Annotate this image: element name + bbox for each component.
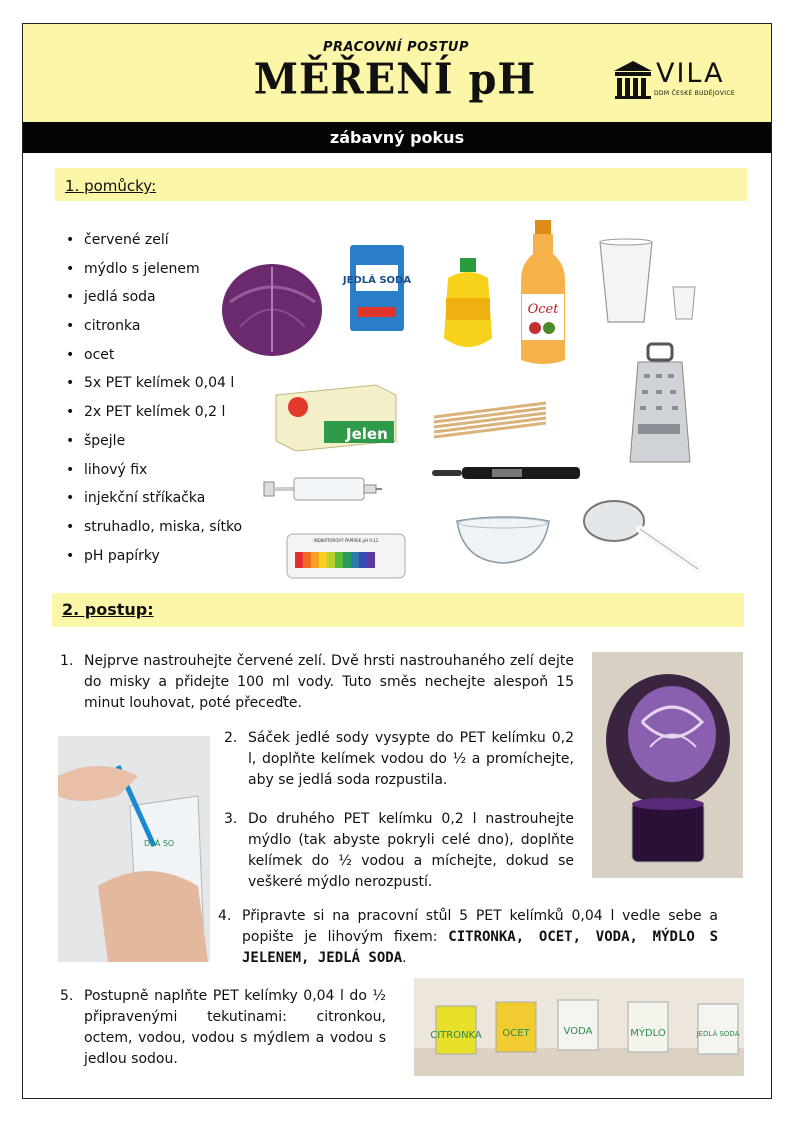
list-item: • ocet xyxy=(64,346,242,375)
list-item: • injekční stříkačka xyxy=(64,489,242,518)
step-number: 1. xyxy=(60,653,74,669)
step-number: 5. xyxy=(60,988,74,1004)
small-cup-image xyxy=(672,285,696,321)
step-number: 4. xyxy=(218,908,232,924)
soda-packet-image xyxy=(342,245,412,331)
step-text: Postupně naplňte PET kelímky 0,04 l do ½ připravenými tekutinami: citronkou, octem, vodou, vodou s mýdlem a vodou s jedlou sodou. xyxy=(84,988,386,1067)
marker-image xyxy=(432,464,584,482)
logo-tagline: DDM ČESKÉ BUDĚJOVICE xyxy=(654,90,735,97)
list-item: • mýdlo s jelenem xyxy=(64,260,242,289)
soap-label: Jelen xyxy=(346,425,388,443)
lemon-juice-image xyxy=(440,258,496,356)
svg-text:DLÁ SO: DLÁ SO xyxy=(144,839,175,848)
step-number: 3. xyxy=(224,811,238,827)
step-5 xyxy=(60,986,386,1070)
cabbage-photo xyxy=(592,652,743,878)
document-subtitle: PRACOVNÍ POSTUP xyxy=(322,40,470,55)
list-item: • pH papírky xyxy=(64,547,242,576)
grater-image xyxy=(628,344,692,464)
step-text: . xyxy=(402,950,407,966)
step-1 xyxy=(60,651,574,714)
cup-label: MÝDLO xyxy=(630,1028,666,1039)
step-text-bold: CITRONKA, OCET, VODA, MÝDLO S JELENEM, JEDLÁ SODA xyxy=(242,929,718,966)
cup-label: JEDLÁ SODA xyxy=(696,1030,740,1038)
skewers-image xyxy=(432,397,548,441)
list-item: • struhadlo, miska, sítko xyxy=(64,518,242,547)
vinegar-label: Ocet xyxy=(527,302,559,317)
glass-bowl-image xyxy=(455,515,551,565)
section-procedure-title: 2. postup: xyxy=(62,600,154,619)
cup-label: OCET xyxy=(502,1028,530,1039)
soda-label: JEDLÁ SODA xyxy=(342,275,412,286)
step-number: 2. xyxy=(224,730,238,746)
section-tools-title: 1. pomůcky: xyxy=(65,177,157,195)
section-procedure-heading xyxy=(52,593,744,627)
list-item: • 2x PET kelímek 0,2 l xyxy=(64,403,242,432)
sieve-image xyxy=(580,497,702,575)
step-4 xyxy=(218,906,718,969)
list-item: • špejle xyxy=(64,432,242,461)
vinegar-bottle-image xyxy=(519,220,567,368)
list-item: • citronka xyxy=(64,317,242,346)
document-title: MĚŘENÍ pH xyxy=(253,54,537,105)
banner: zábavný pokus xyxy=(23,122,771,153)
list-item: • červené zelí xyxy=(64,231,242,260)
step-text: Do druhého PET kelímku 0,2 l nastrouhejte mýdlo (tak abyste pokryli celé dno), doplňte kelímek do ½ vodou a míchejte, dokud se veškeré mýdlo nerozpustí. xyxy=(248,811,574,890)
logo-text: VILA xyxy=(656,58,725,89)
labeled-cups-photo xyxy=(414,978,744,1076)
list-item: • lihový fix xyxy=(64,461,242,490)
ph-paper-label: INDIKÁTOROVÝ PAPÍREK pH 0-12 xyxy=(313,538,379,543)
list-item: • jedlá soda xyxy=(64,288,242,317)
large-cup-image xyxy=(598,238,654,326)
section-tools-heading xyxy=(55,168,747,201)
step-3 xyxy=(224,809,574,893)
step-text: Připravte si na pracovní stůl 5 PET kelímků 0,04 l vedle sebe a popište je lihovým fixem: xyxy=(242,908,718,945)
cup-label: CITRONKA xyxy=(430,1030,482,1041)
stirring-photo xyxy=(58,736,210,962)
step-text: Nejprve nastrouhejte červené zelí. Dvě hrsti nastrouhaného zelí dejte do misky a přidejte 100 ml vody. Tuto směs nechejte alespoň 15 minut louhovat, poté přeceďte. xyxy=(84,653,574,711)
red-cabbage-image xyxy=(220,262,324,358)
soap-image xyxy=(276,385,396,451)
tools-list xyxy=(64,231,242,575)
list-item: • 5x PET kelímek 0,04 l xyxy=(64,374,242,403)
cup-label: VODA xyxy=(563,1026,593,1037)
step-2 xyxy=(224,728,574,791)
ph-paper-image xyxy=(287,526,405,582)
syringe-image xyxy=(262,470,382,506)
step-text: Sáček jedlé sody vysypte do PET kelímku 0,2 l, doplňte kelímek vodou do ½ a promíchejte, aby se jedlá soda rozpustila. xyxy=(248,730,574,788)
